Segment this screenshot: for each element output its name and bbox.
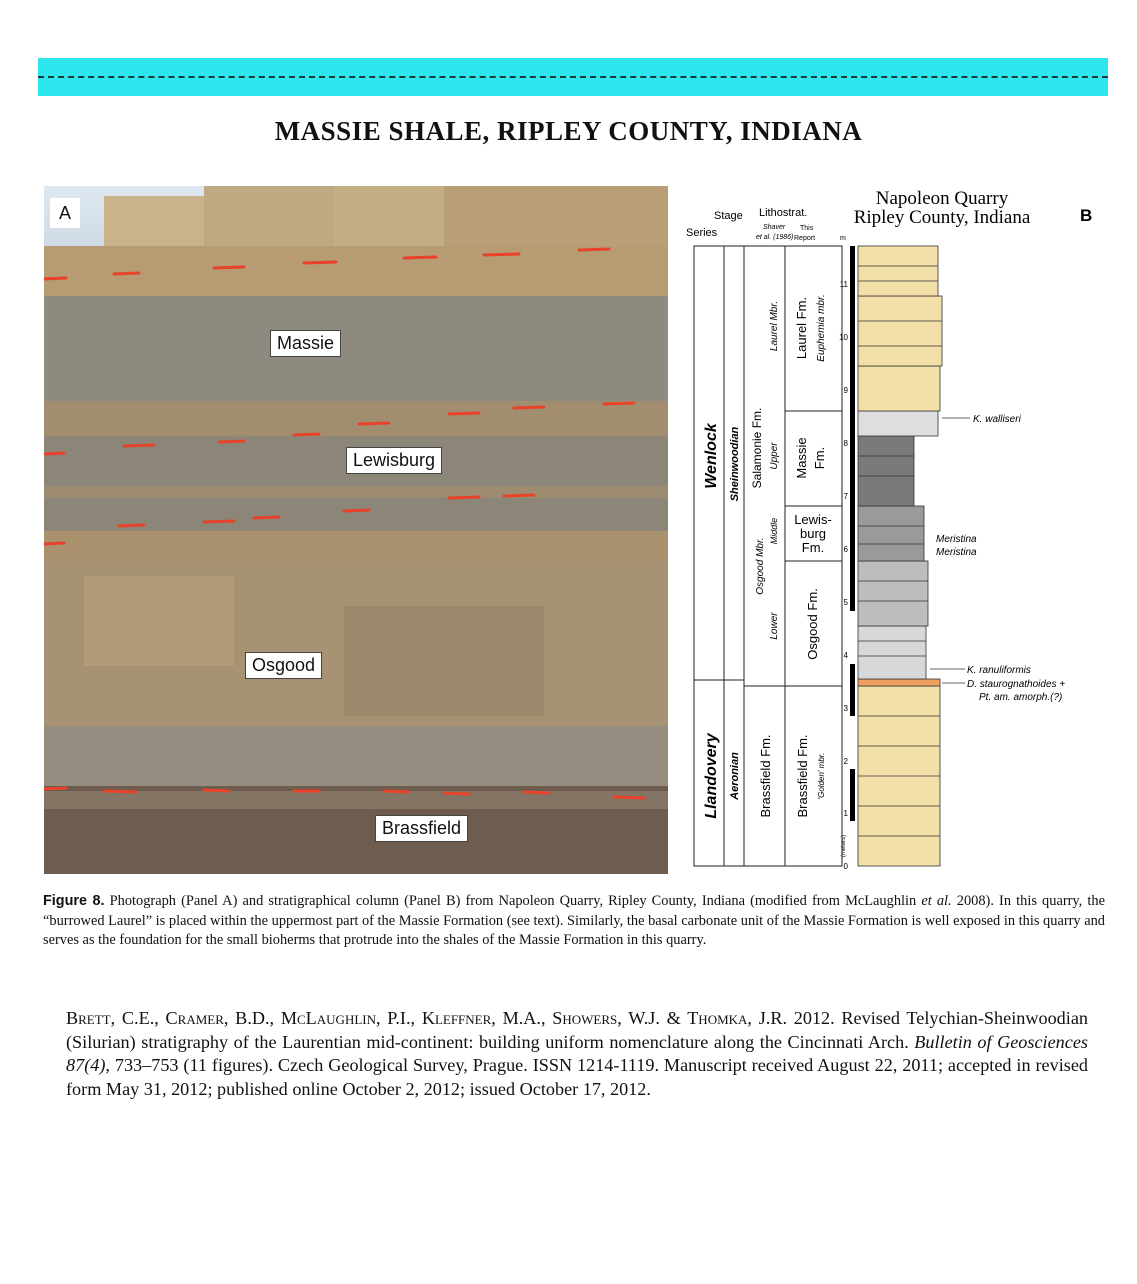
tick-6: 6 <box>843 545 848 554</box>
series-llandovery: Llandovery <box>703 733 720 819</box>
series-wenlock: Wenlock <box>703 423 720 489</box>
tick-3: 3 <box>843 704 848 713</box>
report-lewis-fm: Fm. <box>801 540 825 555</box>
tick-0: 0 <box>843 862 848 871</box>
tick-4: 4 <box>843 651 848 660</box>
shaver-brassfield: Brassfield Fm. <box>758 734 773 818</box>
label-lewisburg: Lewisburg <box>346 447 442 474</box>
shaver-osgood: Osgood Mbr. <box>755 537 766 595</box>
shaver-middle: Middle <box>769 517 779 545</box>
hdr-shaver-ref: et al. (1986) <box>756 234 794 241</box>
tick-11: 11 <box>839 280 848 289</box>
page-title: MASSIE SHALE, RIPLEY COUNTY, INDIANA <box>274 116 863 146</box>
quarry-photograph <box>44 186 668 874</box>
figure-label: Figure 8. <box>43 893 105 909</box>
tick-2: 2 <box>843 757 848 766</box>
hdr-m: m <box>840 235 846 242</box>
report-massie-fm: Fm. <box>812 446 827 470</box>
stage-aeronian: Aeronian <box>729 752 741 800</box>
banner-dash-line <box>38 76 1108 78</box>
hdr-shaver: Shaver <box>763 224 786 231</box>
lithology-column <box>858 246 942 866</box>
citation-reference <box>66 1007 1088 1101</box>
col-title-1: Napoleon Quarry <box>875 188 1009 209</box>
shaver-laurel: Laurel Mbr. <box>769 300 780 352</box>
report-burg: burg <box>799 526 827 541</box>
caption-et-al: et al. <box>921 893 952 909</box>
stage-sheinwoodian: Sheinwoodian <box>729 426 741 502</box>
panel-b-letter: B <box>1080 206 1093 225</box>
report-osgood: Osgood Fm. <box>805 588 820 660</box>
tick-9: 9 <box>843 386 848 395</box>
shaver-upper: Upper <box>769 442 780 470</box>
tick-10: 10 <box>839 333 848 342</box>
ref-journal: Bulletin of Geosciences 87(4) <box>66 1031 1088 1075</box>
panel-a-letter: A <box>50 198 80 228</box>
tick-5: 5 <box>843 598 848 607</box>
report-euphemia: Euphemia mbr. <box>816 294 827 362</box>
tick-7: 7 <box>843 492 848 501</box>
col-title-2: Ripley County, Indiana <box>853 207 1031 228</box>
ann-staurognathoides: D. staurognathoides + <box>967 679 1066 690</box>
report-laurel: Laurel Fm. <box>794 296 809 360</box>
label-osgood: Osgood <box>245 652 322 679</box>
figure-caption <box>43 892 1105 951</box>
ref-authors: Brett, C.E., Cramer, B.D., McLaughlin, P.I., Kleffner, M.A., Showers, W.J. & Thomka, J.R. <box>66 1008 788 1028</box>
ref-year-title: 2012. Revised Telychian-Sheinwoodian (Silurian) stratigraphy of the Laurentian mid-continent: building uniform nomenclature along the Cincinnati Arch. <box>66 1008 1088 1052</box>
report-massie: Massie <box>794 437 809 479</box>
ann-meristina-1: Meristina <box>936 534 977 545</box>
cyan-banner <box>38 58 1108 96</box>
caption-text-1: Photograph (Panel A) and stratigraphical column (Panel B) from Napoleon Quarry, Ripley County, Indiana (modified from McLaughlin <box>109 893 922 909</box>
hdr-report: Report <box>794 235 816 242</box>
hdr-stage: Stage <box>714 210 743 222</box>
hdr-this: This <box>800 225 814 232</box>
hdr-series: Series <box>686 227 718 239</box>
ann-ranuliformis: K. ranuliformis <box>967 665 1031 676</box>
shaver-lower: Lower <box>769 612 780 640</box>
caption-text-2: 2008). In this quarry, the “burrowed Laurel” is placed within the uppermost part of the Massie Formation (see text). Similarly, the basal carbonate unit of the Massie Formation is well exposed in this quarry and serves as the foundation for the small bioherms that protrude into the shales of the Massie Formation in this quarry. <box>43 893 1105 948</box>
ann-amorph: Pt. am. amorph.(?) <box>979 692 1063 703</box>
label-brassfield: Brassfield <box>375 815 468 842</box>
report-brassfield: Brassfield Fm. <box>795 734 810 818</box>
ref-rest: , 733–753 (11 figures). Czech Geological Survey, Prague. ISSN 1214-1119. Manuscript received August 22, 2011; accepted in revised form May 31, 2012; published online October 2, 2012; issued October 17, 2012. <box>66 1055 1088 1099</box>
shaver-salamonie: Salamonie Fm. <box>750 407 764 489</box>
report-golden: 'Golden' mbr. <box>817 752 826 800</box>
hdr-lithostrat: Lithostrat. <box>759 207 808 219</box>
stratigraphic-column-figure <box>680 186 1110 874</box>
tick-1: 1 <box>843 809 848 818</box>
scale-meters-label: (meters) <box>841 834 847 858</box>
ann-walliseri: K. walliseri <box>973 414 1021 425</box>
report-lewis: Lewis- <box>794 512 832 527</box>
ann-meristina-2: Meristina <box>936 547 977 558</box>
label-massie: Massie <box>270 330 341 357</box>
tick-8: 8 <box>843 439 848 448</box>
